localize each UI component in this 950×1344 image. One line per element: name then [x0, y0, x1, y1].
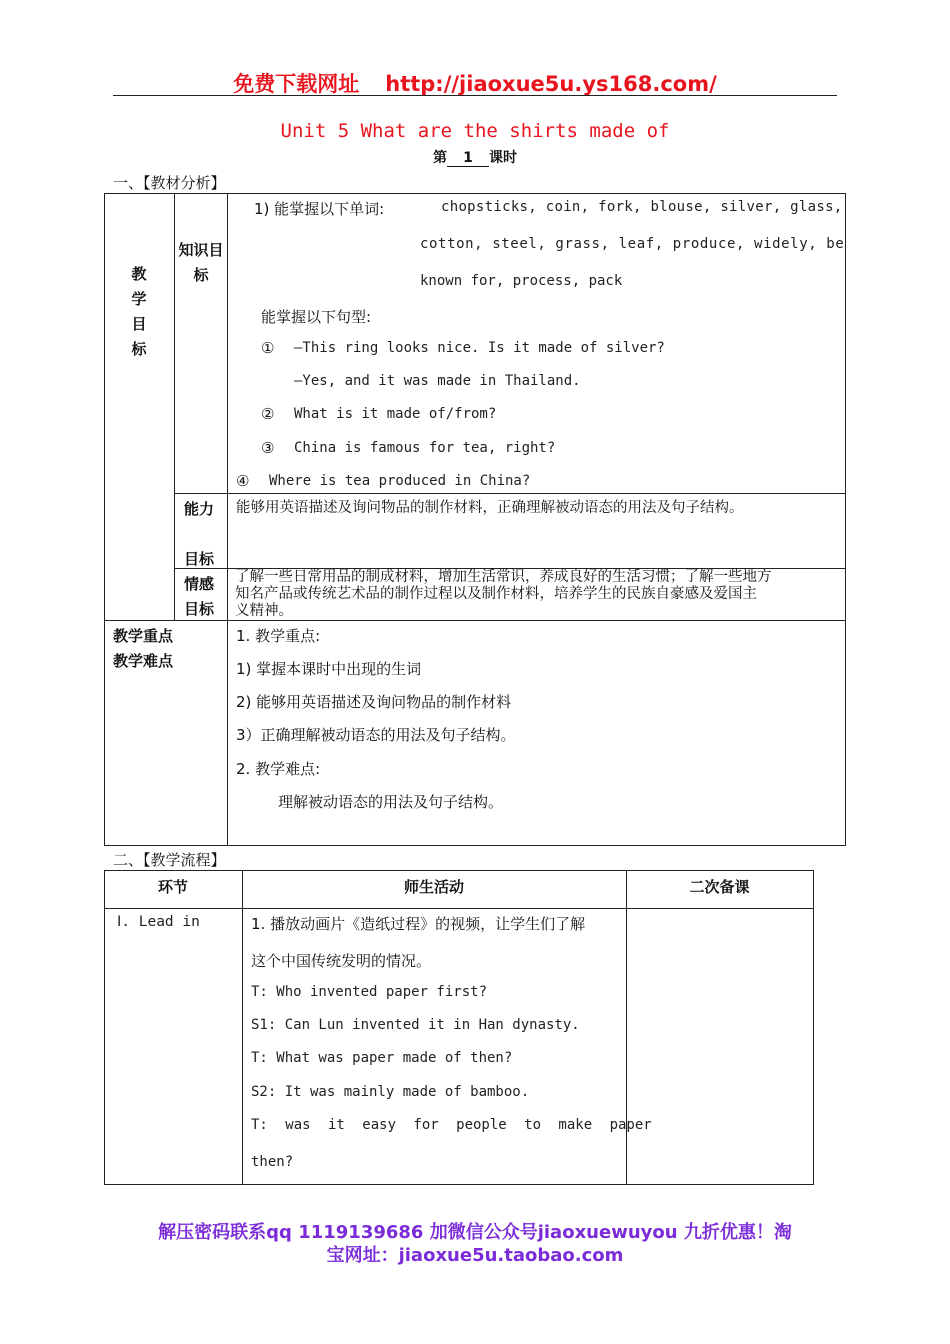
- key-points-heading: 1. 教学重点:: [236, 627, 321, 645]
- sentence-2-marker: ②: [261, 405, 275, 423]
- activity-line-3: T: Who invented paper first?: [251, 984, 488, 1000]
- activity-line-4: S1: Can Lun invented it in Han dynasty.: [251, 1017, 580, 1033]
- goals-label-char-4: 标: [131, 340, 147, 358]
- emotion-goal-line-1: 了解一些日常用品的制成材料，增加生活常识，养成良好的生活习惯；了解一些地方: [235, 569, 772, 585]
- section-heading-process: 二、【教学流程】: [113, 851, 226, 869]
- emotion-goal-line-2: 知名产品或传统艺术品的制作过程以及制作材料，培养学生的民族自豪感及爱国主: [235, 586, 757, 602]
- difficulties-heading: 2. 教学难点:: [236, 760, 321, 778]
- ability-goal-text: 能够用英语描述及询问物品的制作材料，正确理解被动语态的用法及句子结构。: [236, 500, 744, 516]
- lesson-prefix: 第: [433, 150, 447, 166]
- key-points-label: 教学重点: [113, 627, 174, 645]
- lesson-count: 1: [447, 150, 489, 167]
- activity-line-5: T: What was paper made of then?: [251, 1050, 513, 1066]
- stage-lead-in: Ⅰ. Lead in: [117, 914, 200, 930]
- footer-store-link[interactable]: 宝网址：jiaoxue5u.taobao.com: [326, 1245, 624, 1266]
- goals-label-char-3: 目: [131, 315, 147, 333]
- document-title: Unit 5 What are the shirts made of: [280, 120, 670, 142]
- activity-line-2: 这个中国传统发明的情况。: [251, 952, 432, 970]
- sentence-1-reply: —Yes, and it was made in Thailand.: [294, 373, 581, 389]
- header-label: 免费下载网址: [233, 72, 360, 96]
- difficulty-1: 理解被动语态的用法及句子结构。: [278, 793, 504, 811]
- header-divider: [113, 95, 837, 96]
- key-point-1: 1) 掌握本课时中出现的生词: [236, 660, 422, 678]
- ability-label-a: 能力: [184, 500, 215, 518]
- emotion-label-b: 目标: [184, 600, 215, 618]
- section-heading-analysis: 一、【教材分析】: [113, 174, 226, 192]
- activity-line-1: 1. 播放动画片《造纸过程》的视频，让学生们了解: [251, 915, 586, 933]
- vocab-intro: 1) 能掌握以下单词:: [254, 200, 385, 218]
- key-point-2: 2) 能够用英语描述及询问物品的制作材料: [236, 693, 512, 711]
- knowledge-goal-label: 知识目标: [178, 241, 224, 284]
- vocab-line-2: cotton, steel, grass, leaf, produce, widely, be: [420, 236, 845, 252]
- sentences-intro: 能掌握以下句型:: [261, 308, 372, 326]
- emotion-goal-line-3: 义精神。: [235, 603, 293, 619]
- sentence-2: What is it made of/from?: [294, 406, 497, 422]
- column-header-activity: 师生活动: [403, 878, 464, 896]
- footer-contact-line: 解压密码联系qq 1119139686 加微信公众号jiaoxuewuyou 九折优惠！淘: [158, 1222, 792, 1243]
- sentence-1-marker: ①: [261, 339, 275, 357]
- emotion-label-a: 情感: [184, 575, 215, 593]
- activity-line-8: then?: [251, 1154, 294, 1170]
- lesson-suffix: 课时: [489, 150, 517, 166]
- vocab-line-3: known for, process, pack: [420, 273, 623, 289]
- goals-label-char-2: 学: [131, 290, 147, 308]
- vocab-line-1: chopsticks, coin, fork, blouse, silver, glass,: [441, 199, 843, 215]
- header-link[interactable]: [0, 68, 950, 98]
- sentence-1: —This ring looks nice. Is it made of silver?: [294, 340, 665, 356]
- difficulties-label: 教学难点: [113, 652, 174, 670]
- sentence-3-marker: ③: [261, 439, 275, 457]
- column-header-notes: 二次备课: [689, 878, 750, 896]
- goals-label: [104, 262, 174, 362]
- sentence-4: Where is tea produced in China?: [269, 473, 531, 489]
- goals-label-char-1: 教: [131, 265, 147, 283]
- key-point-3: 3）正确理解被动语态的用法及句子结构。: [236, 726, 516, 744]
- column-header-stage: 环节: [157, 878, 188, 896]
- header-url[interactable]: http://jiaoxue5u.ys168.com/: [385, 72, 717, 96]
- sentence-4-marker: ④: [236, 472, 250, 490]
- ability-label-b: 目标: [184, 550, 215, 568]
- sentence-3: China is famous for tea, right?: [294, 440, 556, 456]
- activity-line-6: S2: It was mainly made of bamboo.: [251, 1084, 530, 1100]
- activity-line-7: T: was it easy for people to make paper: [251, 1117, 652, 1133]
- lesson-number: [0, 147, 950, 167]
